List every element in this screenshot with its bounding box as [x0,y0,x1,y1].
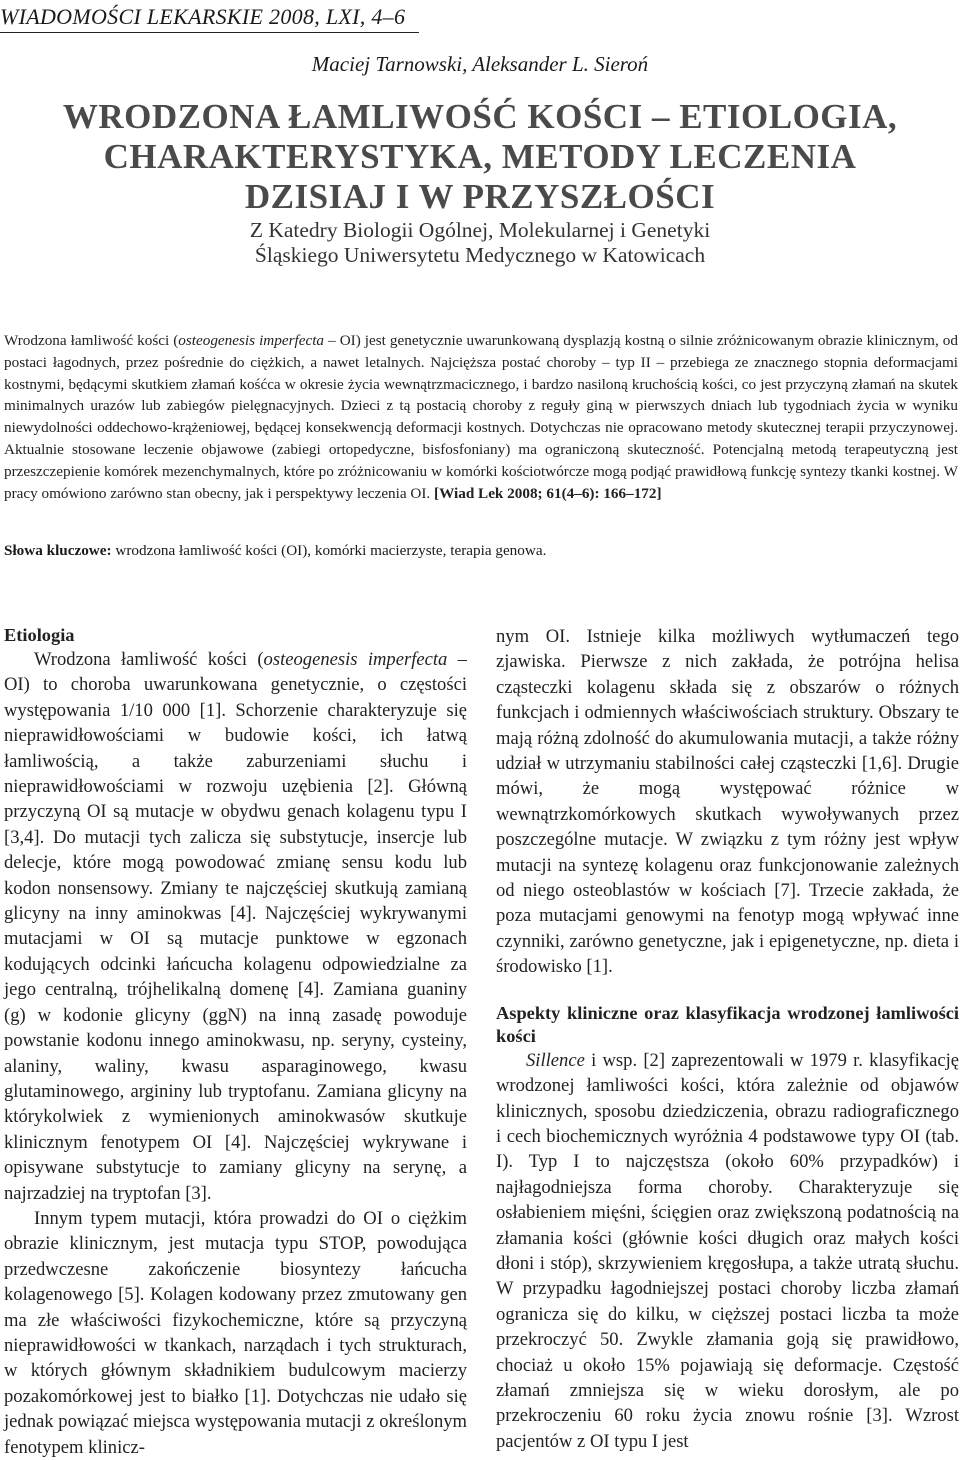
abstract-text: Wrodzona łamliwość kości ( [4,332,179,349]
left-column [4,624,467,1460]
abstract-citation: [Wiad Lek 2008; 61(4–6): 166–172] [434,484,662,502]
spacer [496,980,959,1002]
paragraph [496,1048,959,1455]
title-line: WRODZONA ŁAMLIWOŚĆ KOŚCI – ETIOLOGIA, [62,97,898,136]
paragraph: Innym typem mutacji, która prowadzi do OI o ciężkim obrazie klinicznym, jest mutacja typu STOP, powodująca przedwczesne zakończenie biosyntezy łańcucha kolagenowego [5]. Kolagen kodowany przez zmutowany gen ma złe właściwości fizykochemiczne, które są przyczyną nieprawidłowości w tkankach, narządach i tych strukturach, w których głównym składnikiem budulcowym macierzy pozakomórkowej jest to białko [1]. Dotychczas nie udało się jednak powiązać miejsca występowania mutacji z określonym fenotypem klinicz- [4,1207,467,1458]
authors: Maciej Tarnowski, Aleksander L. Sieroń [311,52,649,76]
right-column [496,624,959,1454]
paragraph-text: i wsp. [2] zaprezentowali w 1979 r. klasyfikację wrodzonej łamliwości kości, która zależnie od objawów klinicznych, sposobu dziedziczenia, obrazu radiograficznego i cech biochemicznych wyróżnia 4 podstawowe typy OI (tab. I). Typ I to najczęstsza (około 60% przypadków) i najłagodniejsza forma choroby. Charakteryzuje się osłabieniem mięśni, ścięgien oraz zwiększoną podatnością na złamania kości (głównie kości długich oraz małych kości dłoni i stóp), skrzywieniem kręgosłupa, a także utratą słuchu. W przypadku łagodniejszej postaci choroby liczba złamań ogranicza się do kilku, w cięższej postaci liczba ta może przekroczyć 50. Zwykle złamania goją się prawidłowo, chociaż u około 15% pojawiają się deformacje. Częstość złamań zmniejsza się w wieku dorosłym, ale po przekroczeniu 60 roku życia znowu rośnie [3]. Wzrost pacjentów z OI typu I jest [496,1049,959,1452]
italic-term: osteogenesis imperfecta [263,649,448,670]
italic-author-name: Sillence [526,1049,585,1071]
abstract-italic-term: osteogenesis imperfecta [178,332,325,349]
abstract [4,330,958,504]
section-heading-etiology: Etiologia [4,625,75,645]
title-line: CHARAKTERYSTYKA, METODY LECZENIA [103,137,857,176]
title-line: DZISIAJ I W PRZYSZŁOŚCI [244,177,716,216]
section-heading-clinical: Aspekty kliniczne oraz klasyfikacja wrodzonej łamliwości kości [496,1002,959,1046]
journal-header: WIADOMOŚCI LEKARSKIE 2008, LXI, 4–6 [0,4,419,33]
paragraph: nym OI. Istnieje kilka możliwych wytłumaczeń tego zjawiska. Pierwsze z nich zakłada, że potrójna helisa cząsteczki kolagenu składa się z obszarów o różnych funkcjach i odmiennych właściwościach struktury. Obszary te mają różną zdolność do akumulowania mutacji, a także różny udział w utrzymaniu stabilności całej cząsteczki [1,6]. Drugie mówi, że mogą występować różnice w wewnątrzkomórkowych skutkach wywoływanych przez poszczególne mutacje. W związku z tym różny jest wpływ mutacji na syntezę kolagenu oraz funkcjonowanie zależnych od niego osteoblastów w kościach [7]. Trzecie zakłada, że poza mutacjami genowymi na fenotyp mogą wpływać inne czynniki, zarówno genetyczne, jak i epigenetyczne, np. dieta i środowisko [1]. [496,626,959,978]
paragraph-text: – OI) to choroba uwarunkowana genetycznie, o częstości występowania 1/10 000 [1]. Schorzenie charakteryzuje się nieprawidłowościami w budowie kości, ich łatwą łamliwością, a także zaburzeniami słuchu i nieprawidłowościami w rozwoju uzębienia [2]. Główną przyczyną OI są mutacje w obydwu genach kolagenu typu I [3,4]. Do mutacji tych zalicza się substytucje, insercje lub delecje, które mogą powodować zmianę sensu kodu lub kodon nonsensowy. Zmiany te najczęściej skutkują zamianą glicyny na inny aminokwas [4]. Najczęściej wykrywanymi mutacjami w OI są mutacje punktowe w egzonach kodujących odcinki łańcucha kolagenu odpowiedzialne za jego centralną, trójhelikalną domenę [4]. Zamiana guaniny (g) w kodonie glicyny (ggN) na inną zasadę powoduje powstanie kodonu innego aminokwasu, np. seryny, cysteiny, alaniny, waliny, kwasu asparaginowego, kwasu glutaminowego, argininy lub tryptofanu. Zamiana glicyny na którykolwiek z wymienionych aminokwasów skutkuje klinicznym fenotypem OI [4]. Najczęściej wykrywane i opisywane substytucje to zamiany glicyny na serynę, a najrzadziej na tryptofan [3]. [4,649,467,1204]
affiliation-line: Śląskiego Uniwersytetu Medycznego w Katowicach [254,243,706,267]
affiliation-line: Z Katedry Biologii Ogólnej, Molekularnej i Genetyki [249,218,711,242]
paragraph-text: Wrodzona łamliwość kości ( [34,649,264,670]
keywords-label: Słowa kluczowe: [4,542,112,559]
abstract-text: – OI) jest genetycznie uwarunkowaną dysplazją kostną o silnie zróżnicowanym obrazie klinicznym, od postaci łagodnych, przez pośrednie do ciężkich, a nawet letalnych. Najcięższa postać choroby – typ II – przebiega ze znacznego stopnia deformacjami kostnymi, będącymi skutkiem złamań kośćca w okresie życia wewnątrzmacicznego, i bardzo nasiloną kruchością kości, co jest przyczyną złamań na skutek minimalnych urazów lub zabiegów pielęgnacyjnych. Dzieci z tą postacią choroby z reguły giną w pierwszych dniach lub tygodniach życia w wyniku niewydolności oddechowo-krążeniowej, będącej konsekwencją deformacji kostnych. Dotychczas nie opracowano metody skutecznej terapii przyczynowej. Aktualnie stosowane leczenie objawowe (zabiegi ortopedyczne, bisfosfoniany) ma ograniczoną skuteczność. Potencjalną metodą terapeutyczną jest przeszczepienie komórek mezenchymalnych, które po zróżnicowaniu w komórki kościotwórcze mogą podjąć prawidłową funkcję syntezy tkanki kostnej. W pracy omówiono zarówno stan obecny, jak i perspektywy leczenia OI. [4,332,958,502]
keywords [4,540,958,561]
keywords-text: wrodzona łamliwość kości (OI), komórki macierzyste, terapia genowa. [111,542,547,559]
affiliation [0,218,960,268]
article-title [0,97,960,217]
paragraph [4,647,467,1206]
